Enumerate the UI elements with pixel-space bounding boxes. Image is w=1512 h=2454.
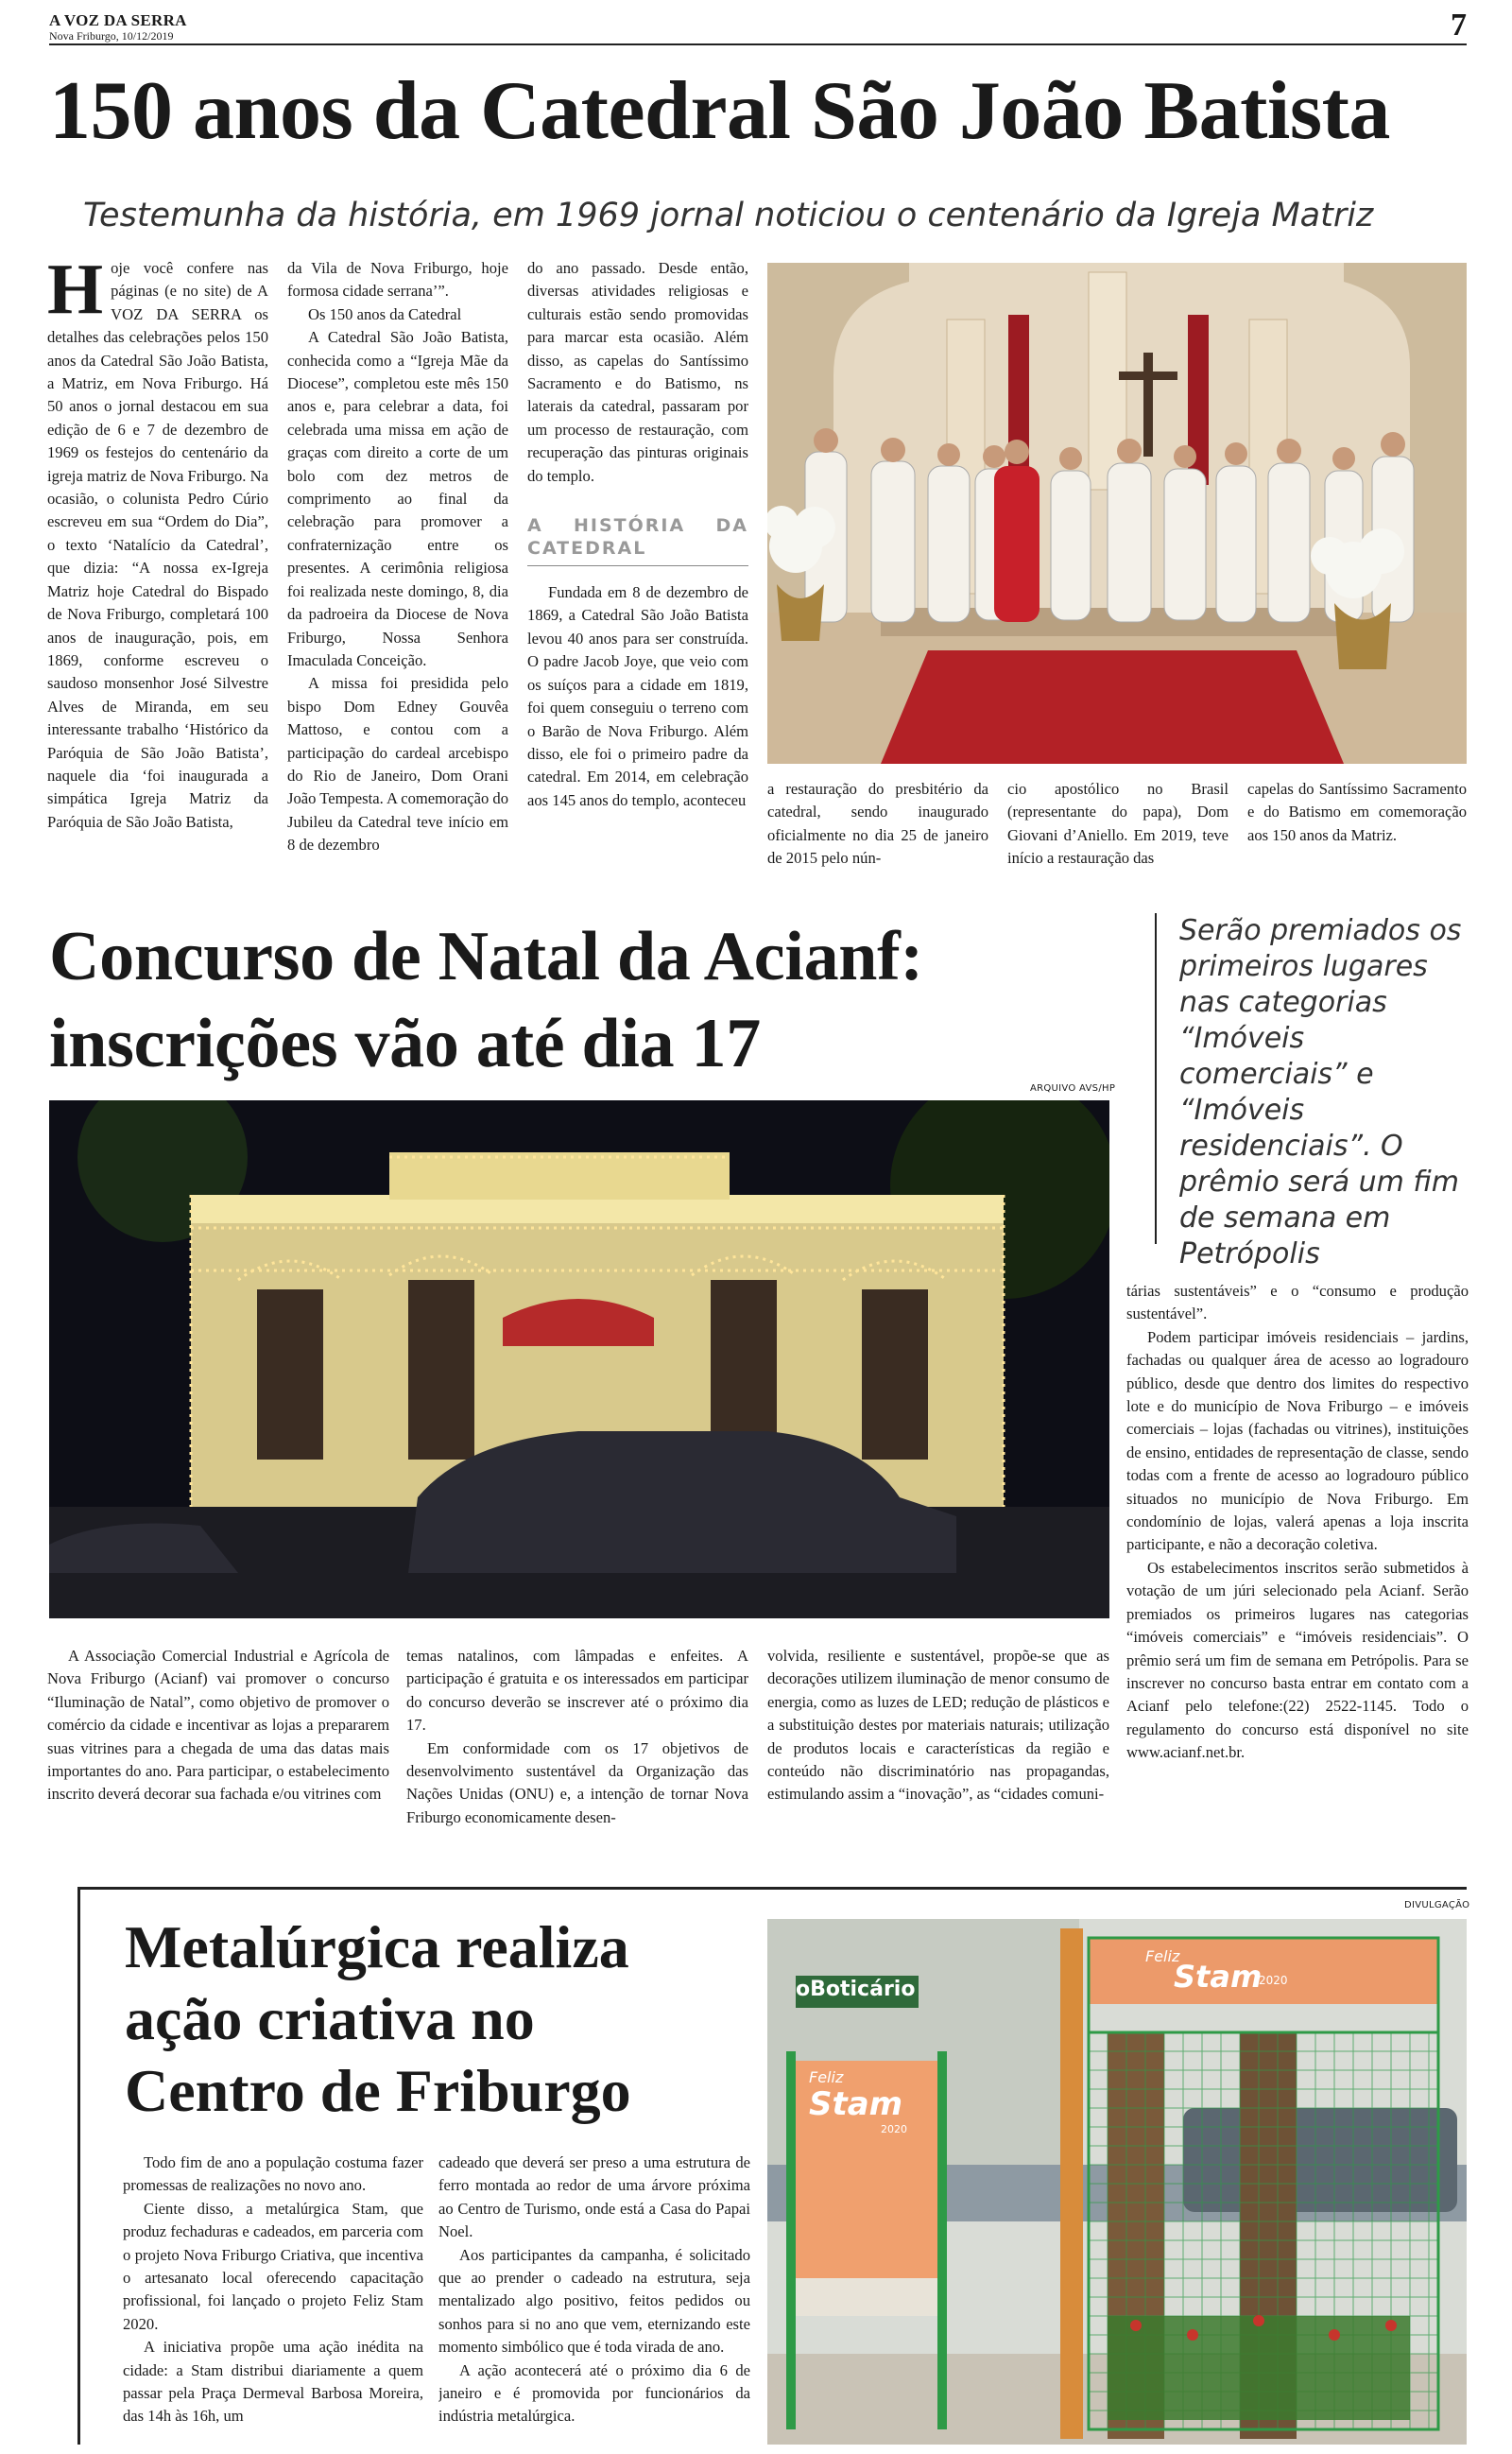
article-column	[123, 2152, 423, 2445]
section-divider	[77, 1887, 80, 2445]
banner-text: Feliz	[1145, 1947, 1180, 1965]
acianf-building-photo	[49, 1100, 1109, 1618]
article-column	[767, 1645, 1109, 1834]
photo-credit: DIVULGAÇÃO	[1404, 1900, 1470, 1910]
paragraph: A iniciativa propõe uma ação inédita na cidade: a Stam distribui diariamente a quem passar pela Praça Dermeval Barbosa Moreira, das 14h às 16h, um	[123, 2338, 423, 2426]
paragraph: cadeado que deverá ser preso a uma estrutura de ferro montada ao redor de uma árvore próxima ao Centro de Turismo, onde está a Casa do Papai Noel.	[438, 2153, 750, 2241]
headline-catedral: 150 anos da Catedral São João Batista	[49, 65, 1390, 157]
article-column	[287, 257, 508, 881]
photo-credit: ARQUIVO AVS/HP	[1030, 1083, 1116, 1094]
article-column	[438, 2152, 750, 2445]
headline-concurso	[49, 913, 1126, 1087]
pull-quote: Serão premiados os primeiros lugares nas categorias “Imóveis comerciais” e “Imóveis residenciais”. O prêmio será um fim de semana em Petrópolis	[1155, 913, 1467, 1244]
headline-line: Centro de Friburgo	[125, 2057, 631, 2124]
banner-year: 2020	[1259, 1974, 1288, 1987]
paragraph: A Associação Comercial Industrial e Agrícola de Nova Friburgo (Acianf) vai promover o concurso “Iluminação de Natal”, como objetivo de promover o comércio da cidade e incentivar as lojas a prepararem suas vitrines para a chegada de uma das datas mais importantes do ano. Para participar, o estabelecimento inscrito deverá decorar sua fachada e/ou vitrines com	[47, 1647, 389, 1804]
store-sign: oBoticário	[796, 1978, 916, 2001]
paragraph: a restauração do presbitério da catedral, sendo inaugurado oficialmente no dia 25 de janeiro de 2015 pelo nún-	[767, 780, 988, 868]
headline-line: ação criativa no	[125, 1985, 535, 2052]
sign-text: Feliz	[809, 2068, 844, 2086]
page-number: 7	[1451, 8, 1467, 43]
headline-line: Metalúrgica realiza	[125, 1913, 629, 1980]
article-column	[1126, 1280, 1469, 1834]
cathedral-photo	[767, 263, 1467, 764]
paragraph: A missa foi presidida pelo bispo Dom Edney Gouvêa Mattoso, e contou com a participação do cardeal arcebispo do Rio de Janeiro, Dom Orani João Tempesta. A comemoração do Jubileu da Catedral teve início em 8 de dezembro	[287, 674, 508, 855]
headline-line: Concurso de Natal da Acianf:	[49, 918, 923, 995]
article-column	[406, 1645, 748, 1834]
article-column	[47, 1645, 389, 1834]
paragraph: volvida, resiliente e sustentável, propõe-se que as decorações utilizem iluminação de menor consumo de energia, como as luzes de LED; redução de plásticos e a substituição destes por materiais naturais; utilização de produtos locais e características da região e conteúdo não discriminatório nas propagandas, estimulando assim a “inovação”, as “cidades comuni-	[767, 1647, 1109, 1804]
building-illustration	[49, 1100, 1109, 1618]
headline-line: inscrições vão até dia 17	[49, 1005, 761, 1082]
article-column	[47, 257, 268, 881]
article-column	[527, 257, 748, 881]
article-column	[767, 778, 988, 882]
paragraph: da Vila de Nova Friburgo, hoje formosa cidade serrana’”.	[287, 259, 508, 301]
paragraph: Ciente disso, a metalúrgica Stam, que produz fechaduras e cadeados, em parceria com o projeto Nova Friburgo Criativa, que incentiva o artesanato local oferecendo capacitação profissional, foi lançado o projeto Feliz Stam 2020.	[123, 2199, 423, 2333]
paragraph: oje você confere nas páginas (e no site) de A VOZ DA SERRA os detalhes das celebrações pelos 150 anos da Catedral São João Batista, a Matriz, em Nova Friburgo. Há 50 anos o jornal destacou em sua edição de 6 e 7 de dezembro de 1969 os festejos do centenário da igreja matriz de Nova Friburgo. Na ocasião, o colunista Pedro Cúrio escreveu em sua “Ordem do Dia”, o texto ‘Natalício da Catedral’, que dizia: “A nossa ex-Igreja Matriz hoje Catedral do Bispado de Nova Friburgo, completará 100 anos de inauguração, pois, em 1869, conforme escreveu o saudoso monsenhor José Silvestre Alves de Miranda, em seu interessante trabalho ‘Histórico da Paróquia de São João Batista’, naquele dia ‘foi inaugurada a simpática Igreja Matriz da Paróquia de São João Batista,	[47, 259, 268, 831]
article-column	[1007, 778, 1228, 882]
edition-date: Nova Friburgo, 10/12/2019	[49, 29, 174, 43]
banner-logo: Stam	[1174, 1959, 1263, 1995]
paragraph: Os estabelecimentos inscritos serão submetidos à votação de um júri selecionado pela Acianf. Serão premiados os primeiros lugares nas categorias “imóveis comerciais” e “imóveis residenciais”. O prêmio será um fim de semana em Petrópolis. Para se inscrever no concurso basta entrar em contato com a Acianf pelo telefone:(22) 2522-1145. Todo o regulamento do concurso está disponível no site www.acianf.net.br.	[1126, 1558, 1469, 1762]
sign-year: 2020	[881, 2123, 907, 2135]
masthead	[49, 8, 1467, 45]
newspaper-name: A VOZ DA SERRA	[49, 11, 187, 29]
section-kicker: A HISTÓRIA DA CATEDRAL	[527, 514, 748, 566]
paragraph: A ação acontecerá até o próximo dia 6 de janeiro e é promovida por funcionários da indústria metalúrgica.	[438, 2360, 750, 2426]
cathedral-illustration	[767, 263, 1467, 764]
paragraph: Os 150 anos da Catedral	[308, 304, 462, 323]
stam-lock-cage-photo	[767, 1919, 1467, 2445]
paragraph: A Catedral São João Batista, conhecida como a “Igreja Mãe da Diocese”, completou este mês 150 anos e, para celebrar a data, foi celebrada uma missa em ação de graças com direito a corte de um bolo com dez metros de comprimento ao final da celebração para promover a confraternização entre os presentes. A cerimônia religiosa foi realizada neste domingo, 8, dia da padroeira da Diocese de Nova Friburgo, Nossa Senhora Imaculada Conceição.	[287, 328, 508, 669]
paragraph: capelas do Santíssimo Sacramento e do Batismo em comemoração aos 150 anos da Matriz.	[1247, 780, 1467, 844]
drop-cap: H	[47, 257, 104, 329]
paragraph: cio apostólico no Brasil (representante do papa), Dom Giovani d’Aniello. Em 2019, teve início a restauração das	[1007, 780, 1228, 868]
paragraph: Todo fim de ano a população costuma fazer promessas de realizações no novo ano.	[123, 2153, 423, 2195]
sign-logo: Stam	[809, 2085, 903, 2123]
paragraph: temas natalinos, com lâmpadas e enfeites. A participação é gratuita e os interessados em participar do concurso deverão se inscrever até o próximo dia 17.	[406, 1647, 748, 1735]
subheadline-catedral: Testemunha da história, em 1969 jornal noticiou o centenário da Igreja Matriz	[83, 197, 1374, 234]
paragraph: tárias sustentáveis” e o “consumo e produção sustentável”.	[1126, 1282, 1469, 1323]
paragraph: Aos participantes da campanha, é solicitado que ao prender o cadeado na estrutura, seja mentalizado algo positivo, feitos pedidos ou sonhos para si no ano que vem, eternizando este momento simbólico que é toda virada de ano.	[438, 2245, 750, 2357]
paragraph: Fundada em 8 de dezembro de 1869, a Catedral São João Batista levou 40 anos para ser construída. O padre Jacob Joye, que veio com os suíços para a cidade em 1819, foi quem conseguiu o terreno com o Barão de Nova Friburgo. Além disso, ele foi o primeiro padre da catedral. Em 2014, em celebração aos 145 anos do templo, aconteceu	[527, 583, 748, 809]
section-divider	[77, 1887, 1467, 1890]
paragraph: do ano passado. Desde então, diversas atividades religiosas e culturais estão sendo promovidas para marcar esta ocasião. Além disso, as capelas do Santíssimo Sacramento e do Batismo, ns laterais da catedral, passaram por um processo de restauração, com recuperação das pinturas originais do templo.	[527, 259, 748, 485]
paragraph: Podem participar imóveis residenciais – jardins, fachadas ou qualquer área de acesso ao logradouro público, desde que dentro dos limites do respectivo lote e do município de Nova Friburgo – e imóveis comerciais – lojas (fachadas ou vitrines), instituições de ensino, entidades de representação de classe, sendo todas com a frente de acesso ao logradouro público situados no município de Nova Friburgo. Em condomínio de lojas, valerá apenas a loja inscrita participante, e não a decoração coletiva.	[1126, 1327, 1469, 1554]
headline-metalurgica	[125, 1911, 767, 2127]
paragraph: Em conformidade com os 17 objetivos de desenvolvimento sustentável da Organização das Nações Unidas (ONU) e, a intenção de tornar Nova Friburgo economicamente desen-	[406, 1738, 748, 1826]
article-column	[1247, 778, 1467, 882]
